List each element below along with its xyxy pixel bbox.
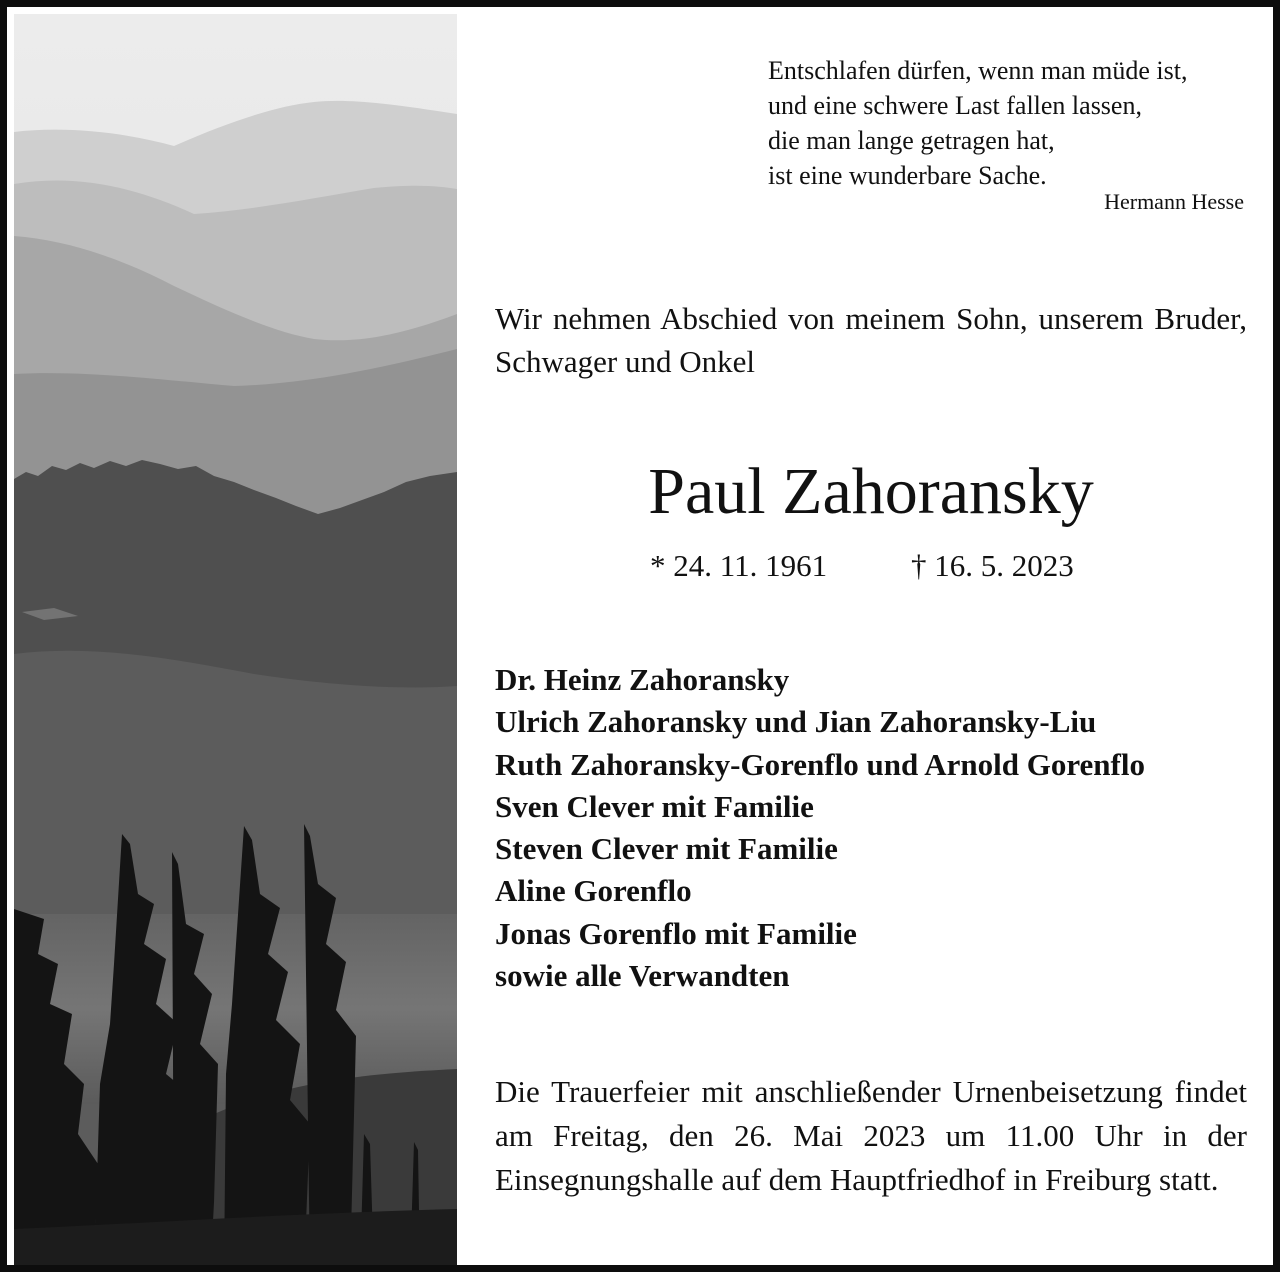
quote-author: Hermann Hesse — [1104, 189, 1244, 214]
mourner: Sven Clever mit Familie — [495, 788, 814, 824]
mourner: sowie alle Verwandten — [495, 958, 790, 994]
quote-line: die man lange getragen hat, — [768, 126, 1055, 155]
farewell-intro: Wir nehmen Abschied von meinem Sohn, unserem Bruder, Schwager und Onkel — [495, 301, 1247, 379]
deceased-name: Paul Zahoransky — [648, 455, 1094, 528]
funeral-ceremony-info: Die Trauerfeier mit anschließender Urnenbeisetzung findet am Freitag, den 26. Mai 2023 um 11.00 Uhr in der Einsegnungshalle auf dem Hauptfriedhof in Freiburg statt. — [495, 1074, 1247, 1197]
mourner: Aline Gorenflo — [495, 873, 692, 909]
mourner: Steven Clever mit Familie — [495, 831, 838, 867]
epigraph-quote — [768, 53, 1248, 193]
mourner: Dr. Heinz Zahoransky — [495, 662, 790, 697]
death-date: † 16. 5. 2023 — [911, 548, 1074, 583]
mourner: Jonas Gorenflo mit Familie — [495, 915, 857, 951]
quote-line: Entschlafen dürfen, wenn man müde ist, — [768, 56, 1188, 85]
misty-mountain-forest-photo — [14, 14, 457, 1272]
life-dates — [495, 544, 1247, 588]
mourner: Ulrich Zahoransky und Jian Zahoransky-Liu — [495, 704, 1097, 740]
quote-line: ist eine wunderbare Sache. — [768, 161, 1047, 190]
mourner: Ruth Zahoransky-Gorenflo und Arnold Gorenflo — [495, 746, 1145, 782]
mourners-list — [495, 659, 1265, 997]
birth-date: * 24. 11. 1961 — [650, 548, 828, 583]
quote-line: und eine schwere Last fallen lassen, — [768, 91, 1142, 120]
notice-text — [457, 14, 1280, 1272]
